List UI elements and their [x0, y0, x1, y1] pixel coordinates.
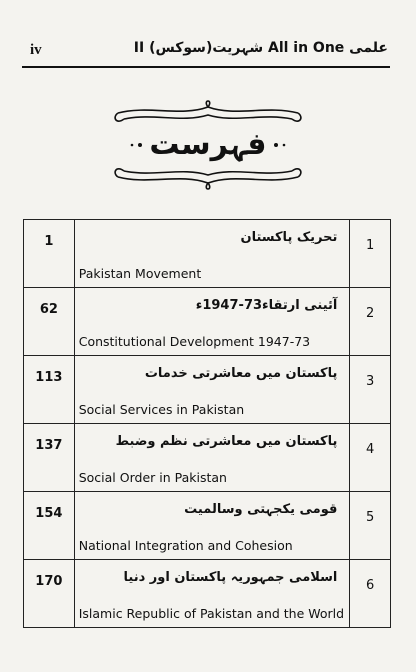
toc-urdu-title: پاکستان میں معاشرتی خدمات: [144, 366, 338, 381]
toc-title-cell: [74, 424, 350, 492]
toc-chapter-number: 2: [350, 288, 391, 356]
toc-row: [24, 492, 391, 560]
toc-page-number: 1: [24, 220, 75, 288]
toc-page-number: 62: [24, 288, 75, 356]
toc-english-title: Islamic Republic of Pakistan and the World: [78, 606, 345, 621]
toc-title-cell: [74, 492, 350, 560]
toc-title-cell: [74, 220, 350, 288]
toc-urdu-title: قومی یکجہتی وسالمیت: [184, 502, 338, 517]
toc-chapter-number: 6: [350, 560, 391, 628]
toc-english-title: National Integration and Cohesion: [78, 538, 293, 553]
toc-row: [24, 288, 391, 356]
header-rule: [22, 66, 390, 68]
toc-table: [23, 219, 391, 628]
page-number: iv: [30, 42, 42, 58]
book-title: علمی All in One شہریت(سوکس) II: [133, 40, 388, 56]
toc-urdu-title: آئینی ارتقاء73-1947ء: [195, 298, 338, 313]
toc-heading: فہرست: [149, 127, 267, 162]
toc-page-number: 137: [24, 424, 75, 492]
toc-english-title: Social Order in Pakistan: [78, 470, 227, 485]
toc-urdu-title: تحریک پاکستان: [240, 230, 338, 245]
toc-row: [24, 220, 391, 288]
toc-title-cell: [74, 288, 350, 356]
toc-english-title: Pakistan Movement: [78, 266, 202, 281]
toc-english-title: Constitutional Development 1947-73: [78, 334, 311, 349]
toc-chapter-number: 4: [350, 424, 391, 492]
toc-row: [24, 424, 391, 492]
toc-title-cell: [74, 356, 350, 424]
toc-row: [24, 356, 391, 424]
toc-row: [24, 560, 391, 628]
toc-urdu-title: پاکستان میں معاشرتی نظم وضبط: [115, 434, 338, 449]
toc-title-cell: [74, 560, 350, 628]
toc-chapter-number: 3: [350, 356, 391, 424]
toc-chapter-number: 5: [350, 492, 391, 560]
toc-page-number: 170: [24, 560, 75, 628]
toc-page-number: 154: [24, 492, 75, 560]
toc-urdu-title: اسلامی جمہوریہ پاکستان اور دنیا: [123, 570, 338, 585]
toc-chapter-number: 1: [350, 220, 391, 288]
toc-english-title: Social Services in Pakistan: [78, 402, 245, 417]
running-header: [22, 38, 390, 66]
toc-page-number: 113: [24, 356, 75, 424]
